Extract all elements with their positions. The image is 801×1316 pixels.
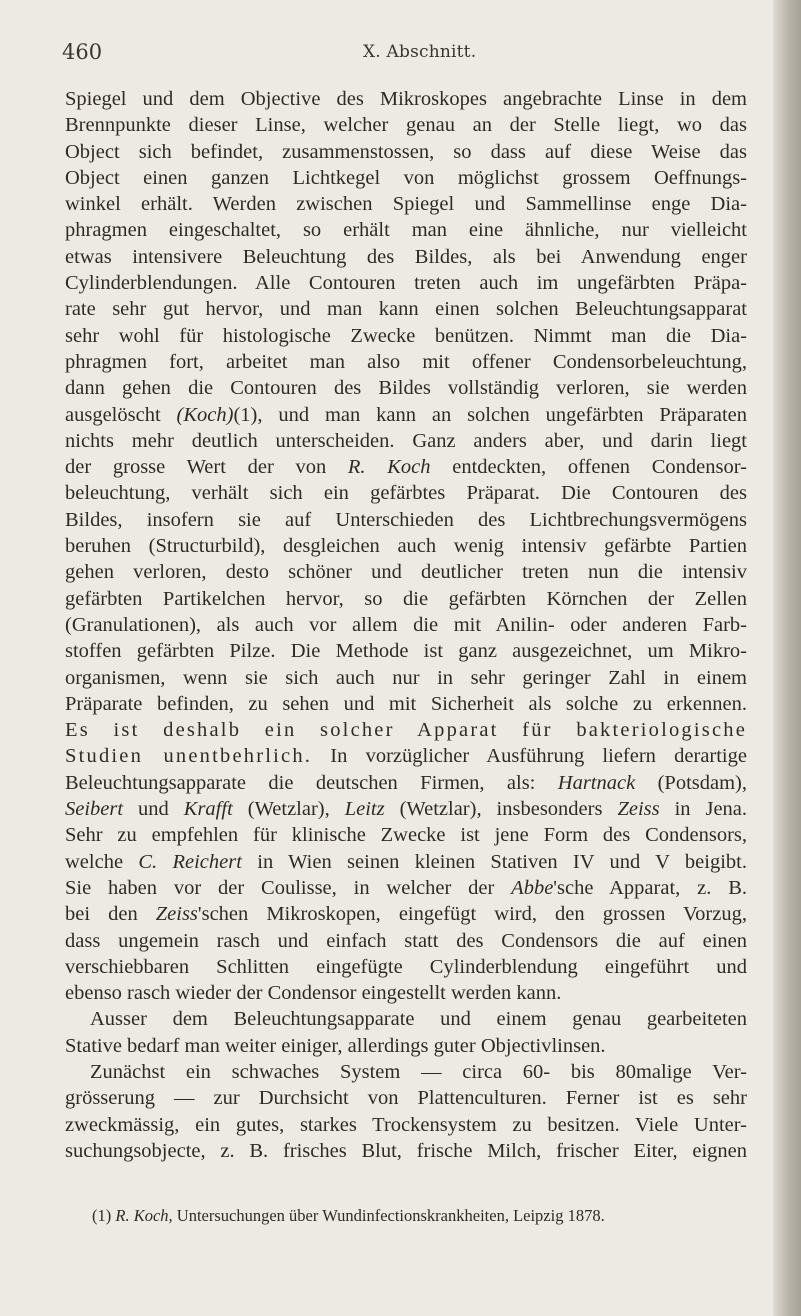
- text-line: Präparate befinden, zu sehen und mit Sicherheit als solche zu erkennen.: [65, 692, 747, 715]
- text-segment: ausgelöscht: [65, 403, 177, 426]
- firm-name: Zeiss: [617, 798, 660, 821]
- footnote-author: R. Koch,: [115, 1206, 173, 1225]
- text-segment: in Jena.: [659, 798, 748, 821]
- page-number: 460: [62, 40, 103, 64]
- firm-name: Krafft: [183, 798, 233, 821]
- text-line: Zunächst ein schwaches System — circa 60- bis 80malige Ver-: [90, 1060, 747, 1083]
- text-segment: Sie haben vor der Coulisse, in welcher der: [65, 876, 512, 899]
- text-line: [65, 454, 747, 480]
- text-segment: welche: [65, 850, 139, 873]
- text-line: Stative bedarf man weiter einiger, allerdings guter Objectivlinsen.: [65, 1034, 606, 1057]
- text-line: zweckmässig, ein gutes, starkes Trockensystem zu besitzen. Viele Unter-: [65, 1113, 747, 1136]
- text-line: [65, 402, 747, 428]
- text-line: stoffen gefärbten Pilze. Die Methode ist ganz ausgezeichnet, um Mikro-: [65, 640, 747, 663]
- emphasized-line: Es ist deshalb ein solcher Apparat für bakteriologische: [65, 719, 747, 742]
- section-title: X. Abschnitt.: [363, 42, 477, 62]
- text-segment: (Wetzlar), insbesonders: [384, 798, 618, 821]
- text-line: beleuchtung, verhält sich ein gefärbtes Präparat. Die Contouren des: [65, 482, 747, 505]
- footnote-marker: (1): [92, 1206, 116, 1225]
- text-line: gehen verloren, desto schöner und deutlicher treten nun die intensiv: [65, 561, 747, 584]
- text-line: dass ungemein rasch und einfach statt des Condensors die auf einen: [65, 929, 747, 952]
- author-name: R. Koch: [347, 456, 431, 479]
- text-segment: 'schen Mikroskopen, eingefügt wird, den grossen Vorzug,: [197, 903, 747, 926]
- text-line: winkel erhält. Werden zwischen Spiegel und Sammellinse enge Dia-: [65, 193, 747, 216]
- text-line: rate sehr gut hervor, und man kann einen solchen Beleuchtungsapparat: [65, 298, 747, 321]
- text-line: [65, 743, 747, 769]
- author-citation: (Koch): [176, 403, 234, 426]
- firm-name: Zeiss: [155, 903, 198, 926]
- text-line: Sehr zu empfehlen für klinische Zwecke ist jene Form des Condensors,: [65, 824, 747, 847]
- firm-name: C. Reichert: [138, 850, 242, 873]
- firm-name: Leitz: [344, 798, 385, 821]
- text-line: organismen, wenn sie sich auch nur in sehr geringer Zahl in einem: [65, 666, 747, 689]
- footnote-text: Untersuchungen über Wundinfectionskrankheiten, Leipzig 1878.: [172, 1206, 605, 1225]
- text-line: sehr wohl für histologische Zwecke benützen. Nimmt man die Dia-: [65, 324, 747, 347]
- text-segment: 'sche Apparat, z. B.: [553, 876, 747, 899]
- page-edge-shadow: [773, 0, 801, 1316]
- text-line: [65, 796, 747, 822]
- text-line: nichts mehr deutlich unterscheiden. Ganz anders aber, und darin liegt: [65, 429, 747, 452]
- text-line: grösserung — zur Durchsicht von Plattenculturen. Ferner ist es sehr: [65, 1087, 747, 1110]
- text-segment: (1), und man kann an solchen ungefärbten Präparaten: [233, 403, 747, 426]
- text-line: Spiegel und dem Objective des Mikroskopes angebrachte Linse in dem: [65, 88, 747, 110]
- text-line: ebenso rasch wieder der Condensor eingestellt werden kann.: [65, 982, 562, 1005]
- text-segment: der grosse Wert der von: [65, 456, 348, 479]
- text-segment: (Potsdam),: [635, 771, 747, 794]
- footnote: [92, 1206, 742, 1226]
- text-line: dann gehen die Contouren des Bildes vollständig verloren, sie werden: [65, 377, 747, 400]
- text-line: Bildes, insofern sie auf Unterschieden des Lichtbrechungsvermögens: [65, 508, 747, 531]
- text-line: (Granulationen), als auch vor allem die mit Anilin- oder anderen Farb-: [65, 613, 747, 636]
- text-line: [65, 770, 747, 796]
- text-line: etwas intensivere Beleuchtung des Bildes, als bei Anwendung enger: [65, 245, 747, 268]
- text-line: verschiebbaren Schlitten eingefügte Cylinderblendung eingeführt und: [65, 955, 747, 978]
- text-segment: in Wien seinen kleinen Stativen IV und V beigibt.: [241, 850, 747, 873]
- text-line: phragmen eingeschaltet, so erhält man eine ähnliche, nur vielleicht: [65, 219, 747, 242]
- page-header: [62, 40, 747, 74]
- text-line: phragmen fort, arbeitet man also mit offener Condensorbeleuchtung,: [65, 350, 747, 373]
- text-line: Object einen ganzen Lichtkegel von möglichst grossem Oeffnungs-: [65, 166, 747, 189]
- body-text: [65, 86, 747, 1164]
- text-line: Ausser dem Beleuchtungsapparate und einem genau gearbeiteten: [90, 1008, 747, 1031]
- text-segment: und: [123, 798, 184, 821]
- text-line: [65, 849, 747, 875]
- text-segment: (Wetzlar),: [232, 798, 345, 821]
- text-segment: entdeckten, offenen Condensor-: [430, 456, 747, 479]
- text-line: Cylinderblendungen. Alle Contouren treten auch im ungefärbten Präpa-: [65, 272, 747, 295]
- text-segment: Beleuchtungsapparate die deutschen Firmen, als:: [65, 771, 558, 794]
- firm-name: Seibert: [65, 798, 124, 821]
- text-segment: In vorzüglicher Ausführung liefern derartige: [312, 745, 747, 768]
- person-name: Abbe: [511, 876, 554, 899]
- text-line: beruhen (Structurbild), desgleichen auch wenig intensiv gefärbte Partien: [65, 535, 747, 558]
- text-line: Brennpunkte dieser Linse, welcher genau an der Stelle liegt, wo das: [65, 114, 747, 137]
- emphasized-text: Studien unentbehrlich.: [65, 745, 313, 768]
- text-line: gefärbten Partikelchen hervor, so die gefärbten Körnchen der Zellen: [65, 587, 747, 610]
- text-line: Object sich befindet, zusammenstossen, so dass auf diese Weise das: [65, 140, 747, 163]
- firm-name: Hartnack: [557, 771, 636, 794]
- text-line: suchungsobjecte, z. B. frisches Blut, frische Milch, frischer Eiter, eignen: [65, 1139, 747, 1162]
- text-segment: bei den: [65, 903, 156, 926]
- text-line: [65, 875, 747, 901]
- text-line: [65, 901, 747, 927]
